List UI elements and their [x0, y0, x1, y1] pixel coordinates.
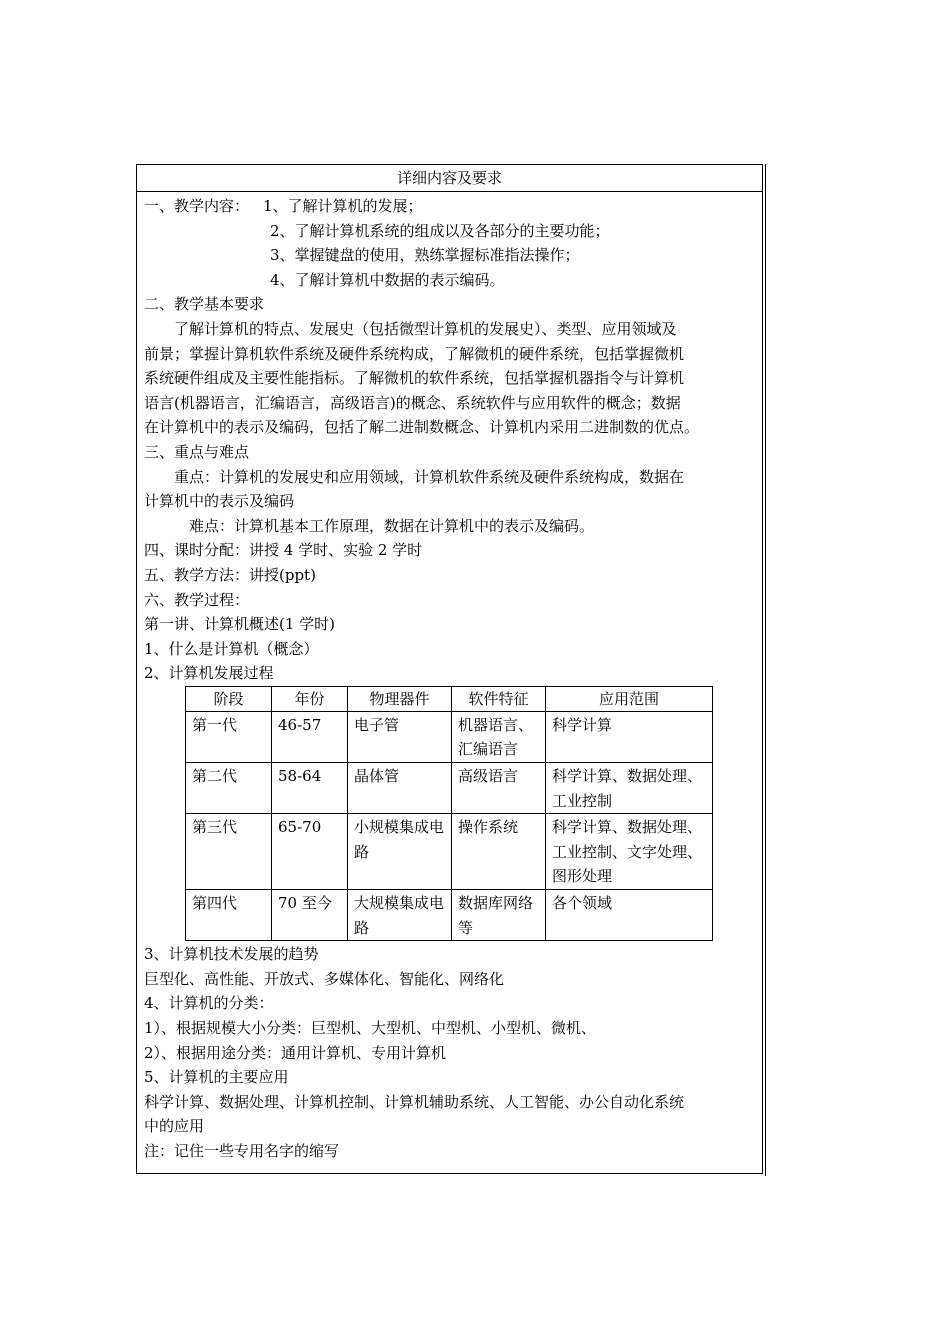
table-row [186, 711, 713, 762]
section2-title: 二、教学基本要求 [144, 295, 265, 314]
point2-history: 2、计算机发展过程 [144, 664, 274, 683]
point3-trends-title: 3、计算机技术发展的趋势 [144, 945, 319, 964]
cell-apps: 科学计算、数据处理、工业控制 [546, 763, 713, 814]
cell-device: 电子管 [348, 711, 452, 762]
section2-line-4: 语言(机器语言，汇编语言，高级语言)的概念、系统软件与应用软件的概念；数据 [144, 393, 681, 412]
cell-software: 数据库网络等 [452, 890, 546, 941]
table-row [186, 763, 713, 814]
section2-line-5: 在计算机中的表示及编码，包括了解二进制数概念、计算机内采用二进制数的优点。 [144, 418, 700, 437]
cell-apps: 各个领域 [546, 890, 713, 941]
section5-method: 五、教学方法：讲授(ppt) [144, 565, 316, 584]
header-device: 物理器件 [348, 686, 452, 711]
header-apps: 应用范围 [546, 686, 713, 711]
cell-device: 晶体管 [348, 763, 452, 814]
table-header: 详细内容及要求 [137, 165, 762, 192]
generations-table [185, 686, 713, 941]
section2-line-3: 系统硬件组成及主要性能指标。了解微机的软件系统，包括掌握机器指令与计算机 [144, 369, 685, 388]
key-points-line-2: 计算机中的表示及编码 [144, 492, 295, 511]
section4-hours: 四、课时分配：讲授 4 学时、实验 2 学时 [144, 541, 423, 560]
note-text: 注：记住一些专用名字的缩写 [144, 1141, 340, 1160]
section2-line-2: 前景；掌握计算机软件系统及硬件系统构成，了解微机的硬件系统，包括掌握微机 [144, 344, 685, 363]
section1-item-4: 4、了解计算机中数据的表示编码。 [270, 270, 505, 289]
trends-text: 巨型化、高性能、开放式、多媒体化、智能化、网络化 [144, 969, 505, 988]
cell-software: 高级语言 [452, 763, 546, 814]
table-row [186, 814, 713, 890]
difficulty-line: 难点：计算机基本工作原理，数据在计算机中的表示及编码。 [189, 516, 595, 535]
cell-years: 70 至今 [272, 890, 348, 941]
cell-apps: 科学计算、数据处理、工业控制、文字处理、图形处理 [546, 814, 713, 890]
table-header-row [186, 686, 713, 711]
content-cell [137, 192, 762, 1164]
section2-line-1: 了解计算机的特点、发展史（包括微型计算机的发展史）、类型、应用领域及 [174, 319, 677, 338]
section1-item-2: 2、了解计算机系统的组成以及各部分的主要功能； [270, 221, 610, 240]
section1-item-3: 3、掌握键盘的使用，熟练掌握标准指法操作； [270, 246, 580, 265]
section1-first-line [144, 194, 762, 219]
cell-device: 小规模集成电路 [348, 814, 452, 890]
point5-applications: 5、计算机的主要应用 [144, 1068, 289, 1087]
cell-stage: 第四代 [186, 890, 272, 941]
cell-stage: 第二代 [186, 763, 272, 814]
applications-line-2: 中的应用 [144, 1117, 205, 1136]
header-stage: 阶段 [186, 686, 272, 711]
key-points-line-1: 重点：计算机的发展史和应用领域，计算机软件系统及硬件系统构成，数据在 [174, 467, 685, 486]
cell-years: 46-57 [272, 711, 348, 762]
section3-title: 三、重点与难点 [144, 442, 250, 461]
section1-title: 一、教学内容： [144, 197, 250, 215]
section1-item-1: 1、了解计算机的发展； [263, 197, 423, 215]
section6-process: 六、教学过程： [144, 590, 250, 609]
header-years: 年份 [272, 686, 348, 711]
cell-apps: 科学计算 [546, 711, 713, 762]
table-row [186, 890, 713, 941]
cell-device: 大规模集成电路 [348, 890, 452, 941]
header-software: 软件特征 [452, 686, 546, 711]
point1-concept: 1、什么是计算机（概念） [144, 639, 319, 658]
cell-years: 65-70 [272, 814, 348, 890]
applications-line-1: 科学计算、数据处理、计算机控制、计算机辅助系统、人工智能、办公自动化系统 [144, 1092, 685, 1111]
cell-years: 58-64 [272, 763, 348, 814]
cell-software: 机器语言、汇编语言 [452, 711, 546, 762]
classification-by-use: 2）、根据用途分类：通用计算机、专用计算机 [144, 1043, 447, 1062]
cell-stage: 第一代 [186, 711, 272, 762]
cell-stage: 第三代 [186, 814, 272, 890]
cell-software: 操作系统 [452, 814, 546, 890]
lecture1-title: 第一讲、计算机概述(1 学时) [144, 615, 336, 634]
point4-classification: 4、计算机的分类： [144, 994, 274, 1013]
content-table-frame [136, 164, 763, 1174]
classification-by-size: 1）、根据规模大小分类：巨型机、大型机、中型机、小型机、微机、 [144, 1019, 597, 1037]
